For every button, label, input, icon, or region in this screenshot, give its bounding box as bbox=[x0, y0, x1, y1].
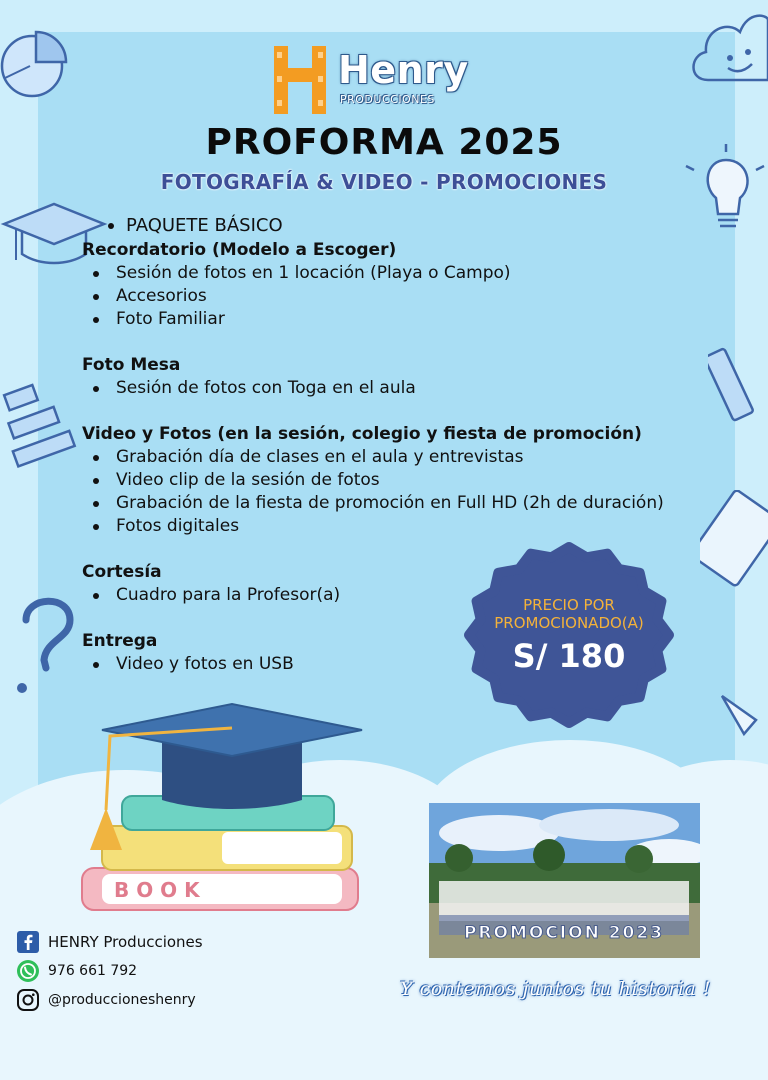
bullet-icon bbox=[108, 223, 114, 229]
brand-subtitle: PRODUCCIONES bbox=[340, 93, 435, 106]
list-item: Cuadro para la Profesor(a) bbox=[82, 584, 462, 607]
facebook-handle: HENRY Producciones bbox=[48, 933, 203, 951]
section-title-video-fotos: Video y Fotos (en la sesión, colegio y fiesta de promoción) bbox=[82, 424, 642, 444]
price-label bbox=[462, 596, 676, 632]
pencil-doodle-icon bbox=[716, 690, 768, 760]
scalloped-badge-shape bbox=[462, 540, 676, 730]
tagline: Y contemos juntos tu historia ! bbox=[400, 978, 711, 1000]
price-amount: S/ 180 bbox=[512, 637, 626, 675]
list-item: Grabación día de clases en el aula y entrevistas bbox=[82, 446, 687, 469]
section-title-foto-mesa: Foto Mesa bbox=[82, 355, 181, 375]
price-label-line2: PROMOCIONADO(A) bbox=[494, 614, 644, 632]
instagram-handle: @produccioneshenry bbox=[48, 992, 196, 1008]
package-heading bbox=[108, 214, 687, 237]
promotion-photo bbox=[429, 803, 700, 958]
whatsapp-number: 976 661 792 bbox=[48, 963, 138, 979]
notebook-doodle-icon bbox=[700, 490, 768, 590]
price-badge bbox=[462, 540, 676, 730]
pie-chart-doodle-icon bbox=[0, 18, 80, 98]
graduation-books-illustration bbox=[62, 700, 382, 920]
whatsapp-icon bbox=[16, 959, 40, 983]
list-item: Accesorios bbox=[82, 285, 687, 308]
film-reel-logo-icon bbox=[274, 46, 326, 114]
question-mark-doodle-icon bbox=[12, 590, 82, 700]
list-item: Video clip de la sesión de fotos bbox=[82, 469, 687, 492]
facebook-icon bbox=[16, 930, 40, 954]
contact-facebook[interactable] bbox=[16, 928, 203, 956]
section-list-entrega bbox=[82, 653, 462, 676]
list-item: Sesión de fotos con Toga en el aula bbox=[82, 377, 687, 400]
smiley-cloud-doodle-icon bbox=[688, 0, 768, 95]
list-item: Sesión de fotos en 1 locación (Playa o Campo) bbox=[82, 262, 687, 285]
list-item: Video y fotos en USB bbox=[82, 653, 462, 676]
bar-chart-doodle-icon bbox=[0, 370, 80, 470]
group-photo-image bbox=[429, 803, 700, 958]
book-stack-doodle-icon bbox=[708, 340, 768, 440]
section-title-recordatorio: Recordatorio (Modelo a Escoger) bbox=[82, 240, 397, 260]
list-item: Foto Familiar bbox=[82, 308, 687, 331]
brand-logo bbox=[274, 46, 494, 116]
photo-banner-text: PROMOCION 2023 bbox=[463, 923, 665, 943]
instagram-icon bbox=[16, 988, 40, 1012]
contact-instagram[interactable] bbox=[16, 986, 203, 1014]
contact-list bbox=[16, 928, 203, 1015]
list-item: Fotos digitales bbox=[82, 515, 687, 538]
section-title-entrega: Entrega bbox=[82, 631, 158, 651]
package-name: PAQUETE BÁSICO bbox=[126, 215, 283, 236]
badge-fill bbox=[469, 547, 669, 723]
brand-name: Henry bbox=[338, 48, 469, 92]
section-list-foto-mesa bbox=[82, 377, 687, 400]
section-list-recordatorio bbox=[82, 262, 687, 331]
price-label-line1: PRECIO POR bbox=[523, 596, 615, 614]
section-title-cortesia: Cortesía bbox=[82, 562, 162, 582]
list-item: Grabación de la fiesta de promoción en Full HD (2h de duración) bbox=[82, 492, 687, 515]
contact-whatsapp[interactable] bbox=[16, 957, 203, 985]
page-title: PROFORMA 2025 bbox=[205, 122, 563, 163]
section-list-video-fotos bbox=[82, 446, 687, 538]
book-label: B O O K bbox=[114, 878, 200, 902]
page-subtitle: FOTOGRAFÍA & VIDEO - PROMOCIONES bbox=[160, 170, 608, 194]
section-list-cortesia bbox=[82, 584, 462, 607]
